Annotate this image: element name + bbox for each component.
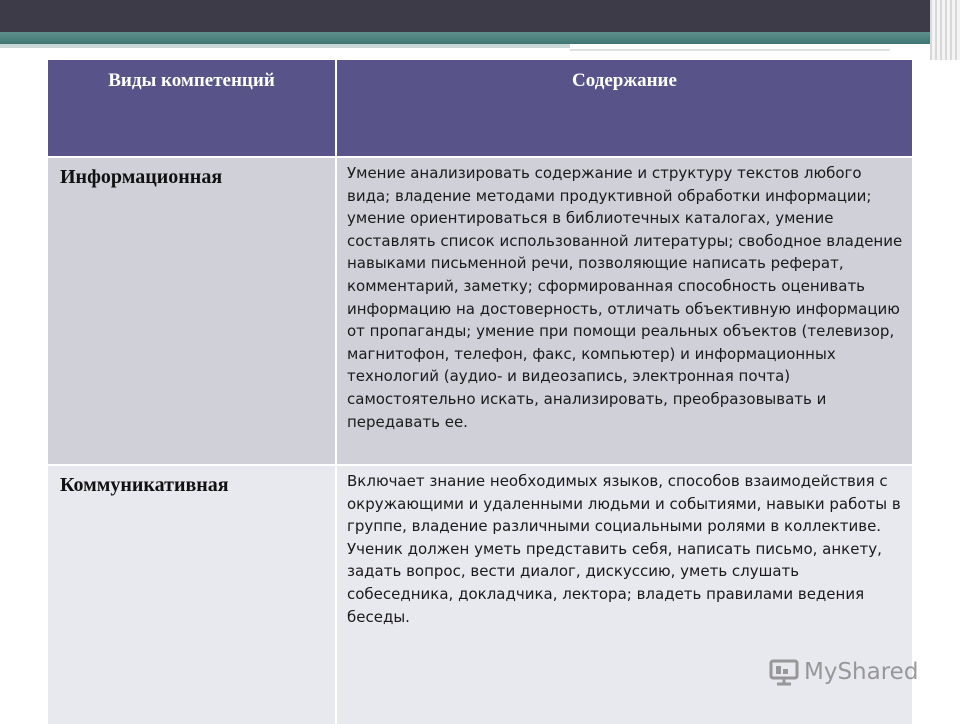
header-teal-stripe <box>0 32 960 44</box>
table-header-row <box>48 60 912 157</box>
header-competency-types: Виды компетенций <box>48 60 336 157</box>
watermark-text: MyShared <box>804 659 919 685</box>
table-row <box>48 157 912 465</box>
header-light-stripe <box>0 44 570 48</box>
slide-header-bar <box>0 0 960 32</box>
competency-name-informational: Информационная <box>48 157 336 465</box>
competency-content-informational: Умение анализировать содержание и структуру текстов любого вида; владение методами продуктивной обработки информации; умение ориентироваться в библиотечных каталогах, умение составлять список использованной литературы; свободное владение навыками письменной речи, позволяющие написать реферат, комментарий, заметку; сформированная способность оценивать информацию на достоверность, отличать объективную информацию от пропаганды; умение при помощи реальных объектов (телевизор, магнитофон, телефон, факс, компьютер) и информационных технологий (аудио- и видеозапись, электронная почта) самостоятельно искать, анализировать, преобразовывать и передавать ее. <box>336 157 912 465</box>
header-content: Содержание <box>336 60 912 157</box>
corner-decoration <box>930 0 960 60</box>
header-thin-line <box>570 49 890 51</box>
competency-name-communicative: Коммуникативная <box>48 465 336 724</box>
competencies-table <box>48 60 912 724</box>
myshared-logo-icon <box>768 657 800 687</box>
myshared-watermark <box>768 657 918 687</box>
competency-content-communicative: Включает знание необходимых языков, способов взаимодействия с окружающими и удаленными людьми и событиями, навыки работы в группе, владение различными социальными ролями в коллективе. Ученик должен уметь представить себя, написать письмо, анкету, задать вопрос, вести диалог, дискуссию, уметь слушать собеседника, докладчика, лектора; владеть правилами ведения беседы. <box>336 465 912 724</box>
